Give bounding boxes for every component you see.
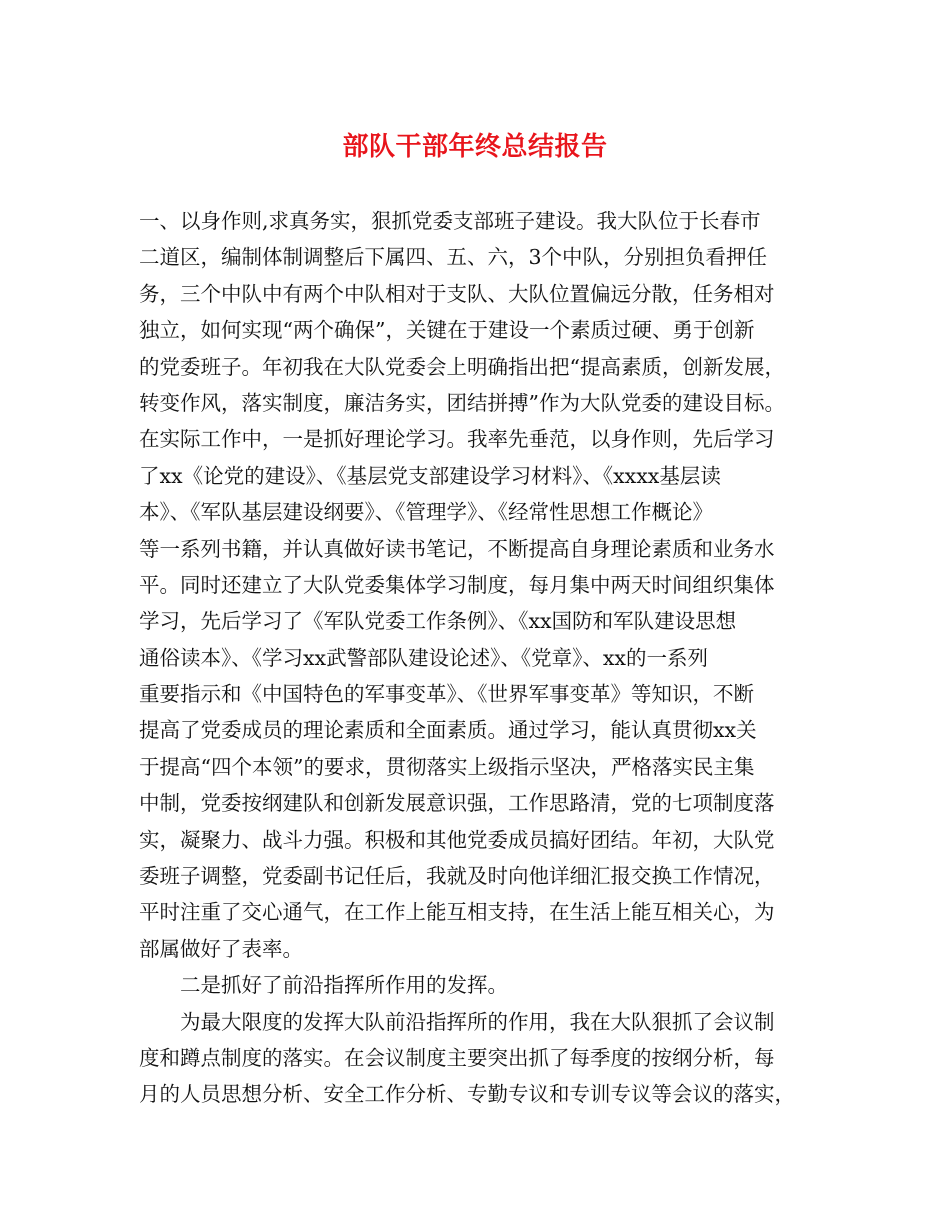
body-line: 为最大限度的发挥大队前沿指挥所的作用，我在大队狠抓了会议制: [180, 1009, 775, 1034]
body-line: 在实际工作中，一是抓好理论学习。我率先垂范，以身作则，先后学习: [139, 427, 775, 452]
body-line: 独立，如何实现“两个确保”，关键在于建设一个素质过硬、勇于创新: [139, 318, 755, 343]
body-line: 中制，党委按纲建队和创新发展意识强，工作思路清，党的七项制度落: [139, 791, 775, 816]
body-line: 等一系列书籍，并认真做好读书笔记，不断提高自身理论素质和业务水: [139, 536, 775, 561]
body-line: 了xx《论党的建设》、《基层党支部建设学习材料》、《xxxx基层读: [139, 463, 721, 488]
body-line: 于提高“四个本领”的要求，贯彻落实上级指示坚决，严格落实民主集: [139, 754, 755, 779]
body-line: 度和蹲点制度的落实。在会议制度主要突出抓了每季度的按纲分析，每: [139, 1045, 775, 1070]
document-title: 部队干部年终总结报告: [342, 132, 608, 162]
body-line: 平时注重了交心通气，在工作上能互相支持，在生活上能互相关心，为: [139, 900, 775, 925]
body-line: 委班子调整，党委副书记任后，我就及时向他详细汇报交换工作情况，: [139, 864, 775, 889]
body-line: 部属做好了表率。: [139, 936, 303, 961]
body-line: 本》、《军队基层建设纲要》、《管理学》、《经常性思想工作概论》: [139, 500, 713, 525]
document-body: [139, 203, 819, 1113]
body-line: 提高了党委成员的理论素质和全面素质。通过学习，能认真贯彻xx关: [139, 718, 757, 743]
body-line: 的党委班子。年初我在大队党委会上明确指出把“提高素质，创新发展，: [139, 354, 785, 379]
body-line: 通俗读本》、《学习xx武警部队建设论述》、《党章》、xx的一系列: [139, 645, 708, 670]
body-line: 学习，先后学习了《军队党委工作条例》、《xx国防和军队建设思想: [139, 609, 737, 634]
body-line: 月的人员思想分析、安全工作分析、专勤专议和专训专议等会议的落实，: [139, 1082, 795, 1107]
section-heading-line: 二是抓好了前沿指挥所作用的发挥。: [180, 973, 508, 998]
body-line: 转变作风，落实制度，廉洁务实，团结拼搏”作为大队党委的建设目标。: [139, 390, 785, 415]
body-line: 二道区，编制体制调整后下属四、五、六，3个中队，分别担负看押任: [139, 245, 768, 270]
body-line: 实，凝聚力、战斗力强。积极和其他党委成员搞好团结。年初，大队党: [139, 827, 775, 852]
body-line: 平。同时还建立了大队党委集体学习制度，每月集中两天时间组织集体: [139, 572, 775, 597]
body-line: 一、以身作则,求真务实，狠抓党委支部班子建设。我大队位于长春市: [139, 209, 761, 233]
body-line: 务，三个中队中有两个中队相对于支队、大队位置偏远分散，任务相对: [139, 281, 775, 306]
body-line: 重要指示和《中国特色的军事变革》、《世界军事变革》等知识，不断: [139, 682, 754, 707]
